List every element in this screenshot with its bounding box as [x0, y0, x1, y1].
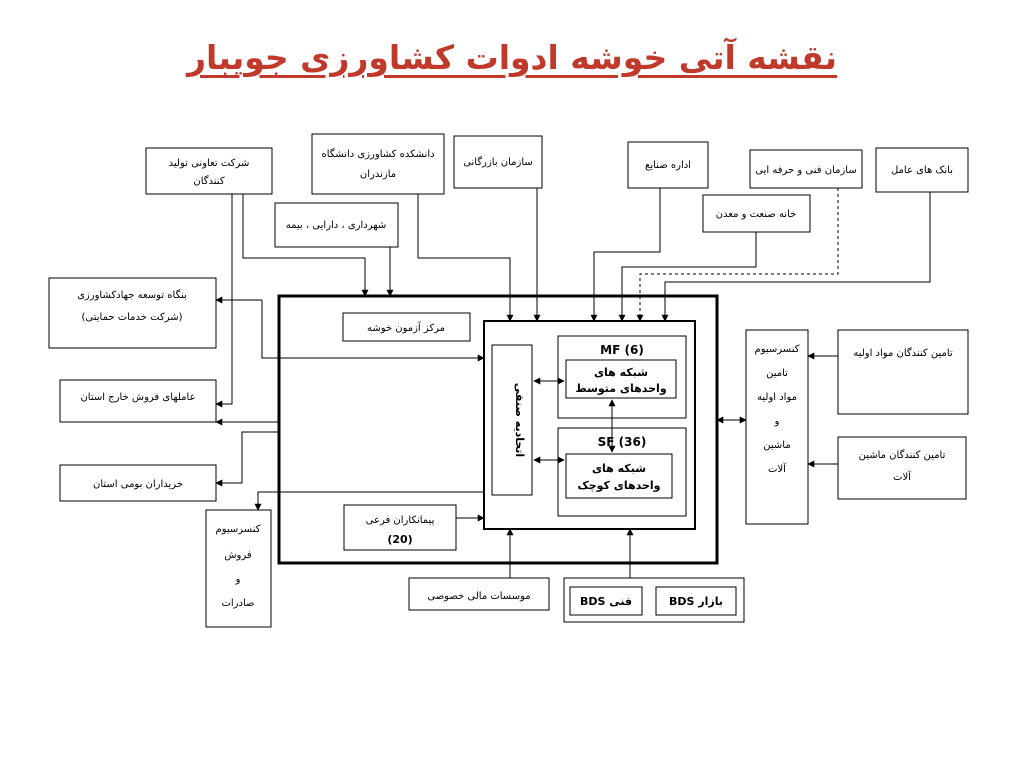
mf-inner-line-1: شبکه های: [593, 366, 649, 379]
university-box: [312, 134, 444, 194]
test-center-label: مرکز آزمون خوشه: [366, 323, 446, 334]
mf-label: MF (6): [600, 343, 644, 357]
sf-inner-line-2: واحدهای کوچک: [577, 479, 661, 492]
jihad-agency-line-1: بنگاه توسعه جهادکشاورزی: [77, 290, 187, 301]
raw-consortium-line-2: تامین: [766, 368, 788, 379]
sales-consortium-line-4: صادرات: [221, 598, 255, 609]
raw-consortium-line-1: کنسرسیوم: [754, 344, 800, 355]
machine-suppliers-line-2: آلات: [893, 472, 911, 483]
raw-consortium-box: [746, 330, 808, 524]
technical-org-label: سازمان فنی و حرفه ایی: [755, 165, 857, 176]
connector-industry-house: [622, 232, 756, 321]
sales-consortium-line-3: و: [235, 574, 241, 585]
machine-suppliers-box: [838, 437, 966, 499]
industries-office-label: اداره صنایع: [645, 160, 691, 171]
mf-inner-line-2: واحدهای متوسط: [575, 382, 667, 395]
industry-house-label: خانه صنعت و معدن: [715, 209, 797, 220]
raw-consortium-line-5: ماشین: [763, 440, 791, 451]
cooperative-box: [146, 148, 272, 194]
outside-agents-label: عاملهای فروش خارج استان: [80, 392, 196, 403]
subcontractors-line-2: (20): [387, 533, 413, 546]
connector-university: [418, 194, 510, 321]
connector-cooperative-outside-agents: [216, 194, 232, 404]
private-finance-label: موسسات مالی خصوصی: [427, 591, 531, 602]
sales-consortium-line-2: فروش: [224, 550, 252, 561]
banks-label: بانک های عامل: [890, 165, 954, 176]
union-label: اتحادیه صنفی: [513, 382, 526, 458]
cooperative-line-1: شرکت تعاونی تولید: [168, 158, 250, 169]
commerce-org-label: سازمان بازرگانی: [463, 157, 533, 168]
connector-cluster-local-buyers: [216, 432, 279, 483]
university-line-1: دانشکده کشاورزی دانشگاه: [321, 149, 435, 160]
jihad-agency-line-2: (شرکت خدمات حمایتی): [81, 312, 183, 323]
cooperative-line-2: کنندگان: [193, 176, 225, 187]
raw-consortium-line-4: و: [774, 416, 780, 427]
raw-consortium-line-3: مواد اولیه: [757, 392, 797, 403]
bds-market-label: BDS بازار: [669, 595, 723, 608]
raw-suppliers-label: تامین کنندگان مواد اولیه: [853, 348, 953, 359]
raw-consortium-line-6: آلات: [768, 464, 786, 475]
sf-label: SF (36): [597, 435, 647, 449]
university-line-2: مازندران: [359, 169, 397, 180]
sf-inner-line-1: شبکه های: [591, 462, 647, 475]
subcontractors-line-1: پیمانکاران فرعی: [365, 515, 435, 526]
local-buyers-label: خریداران بومی استان: [92, 479, 184, 490]
bds-tech-label: BDS فنی: [579, 595, 633, 608]
page-title: نقشه آتی خوشه ادوات کشاورزی جویبار: [186, 38, 838, 77]
sales-consortium-line-1: کنسرسیوم: [215, 524, 261, 535]
connector-industries-office: [594, 188, 660, 321]
municipality-label: شهرداری ، دارایی ، بیمه: [285, 220, 387, 231]
machine-suppliers-line-1: تامین کنندگان ماشین: [858, 450, 946, 461]
raw-suppliers-box: [838, 330, 968, 414]
